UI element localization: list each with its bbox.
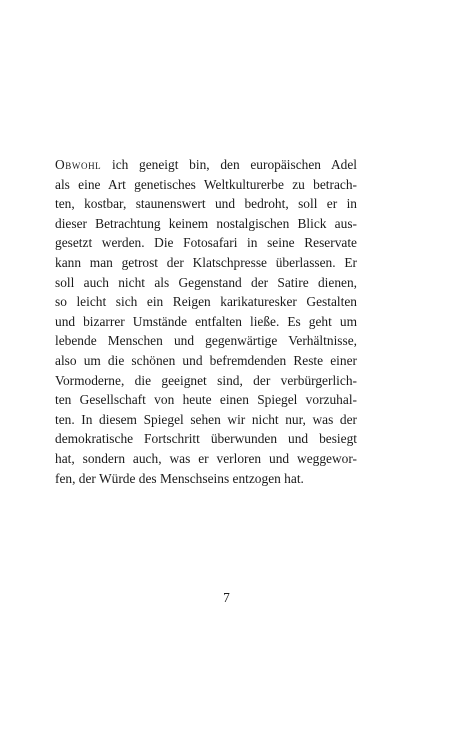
page-number: 7 xyxy=(223,590,230,605)
paragraph-line: also um die schönen und befremdenden Reste einer xyxy=(55,352,357,368)
paragraph-last-line: fen, der Würde des Menschseins entzogen hat. xyxy=(55,470,304,486)
paragraph-line: gesetzt werden. Die Fotosafari in seine Reservate xyxy=(55,235,357,251)
paragraph-line: soll auch nicht als Gegenstand der Satire dienen, xyxy=(55,274,357,290)
first-line-text: ich geneigt bin, den europäischen Adel xyxy=(101,157,357,172)
paragraph-line xyxy=(55,155,357,175)
paragraph-line: und bizarrer Umstände entfalten ließe. Es geht um xyxy=(55,313,357,329)
paragraph-line: als eine Art genetisches Weltkulturerbe zu betrach- xyxy=(55,176,357,192)
paragraph-line: ten, kostbar, staunenswert und bedroht, soll er in xyxy=(55,196,357,212)
paragraph-line: lebende Menschen und gegenwärtige Verhältnisse, xyxy=(55,333,357,349)
paragraph-line: kann man getrost der Klatschpresse überlassen. Er xyxy=(55,254,357,270)
paragraph-line: ten Gesellschaft von heute einen Spiegel vorzuhal- xyxy=(55,392,357,408)
paragraph-line: hat, sondern auch, was er verloren und weggewor- xyxy=(55,450,357,466)
paragraph-line: dieser Betrachtung keinem nostalgischen Blick aus- xyxy=(55,215,357,231)
paragraph-line: ten. In diesem Spiegel sehen wir nicht nur, was der xyxy=(55,411,357,427)
paragraph-line: demokratische Fortschritt überwunden und besiegt xyxy=(55,431,357,447)
opening-word: Obwohl xyxy=(55,157,102,172)
paragraph-line: Vormoderne, die geeignet sind, der verbürgerlich- xyxy=(55,372,357,388)
paragraph-line: so leicht sich ein Reigen karikaturesker Gestalten xyxy=(55,294,357,310)
body-paragraph xyxy=(55,155,357,488)
